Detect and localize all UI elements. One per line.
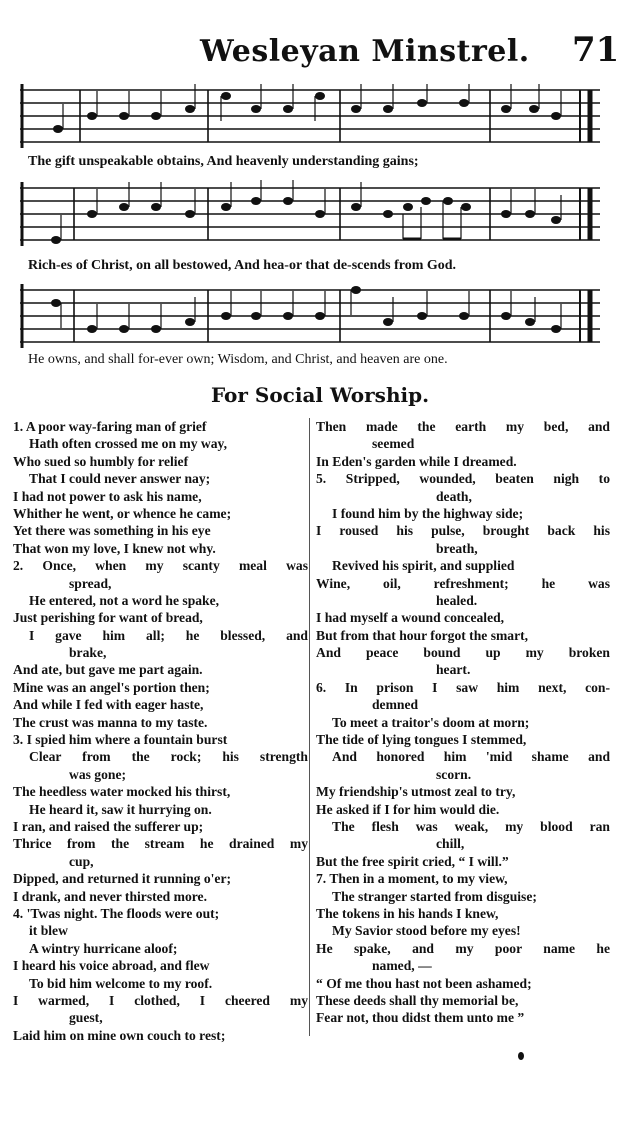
verse-line: And while I fed with eager haste,	[13, 697, 204, 713]
verse-line: Just perishing for want of bread,	[13, 610, 203, 626]
verse-line: He entered, not a word he spake,	[29, 592, 220, 608]
ink-speck	[518, 1052, 524, 1060]
hymn-left-column	[13, 418, 308, 1044]
verse-line: 7. Then in a moment, to my view,	[316, 871, 508, 887]
verse-line: I had not power to ask his name,	[13, 488, 202, 504]
verse-line: Laid him on mine own couch to rest;	[13, 1027, 226, 1043]
verse-line: 3. I spied him where a fountain burst	[13, 732, 228, 748]
verse-line: spread,	[69, 575, 112, 591]
verse-line: heart.	[436, 662, 471, 678]
verse-line: A wintry hurricane aloof;	[29, 940, 178, 956]
verse-line: I ran, and raised the sufferer up;	[13, 818, 204, 834]
verse-line: “ Of me thou hast not been ashamed;	[316, 975, 532, 991]
verse-line: guest,	[69, 1010, 103, 1026]
section-heading: For Social Worship.	[210, 383, 430, 407]
verse-line: The crust was manna to my taste.	[13, 714, 208, 730]
verse-line: 1. A poor way-faring man of grief	[13, 419, 207, 434]
verse-line: scorn.	[436, 766, 472, 782]
verse-line: Yet there was something in his eye	[13, 523, 211, 539]
verse-line: He spake, and my poor name he	[316, 940, 610, 956]
verse-line: And honored him 'mid shame and	[332, 749, 610, 765]
verse-line: The flesh was weak, my blood ran	[332, 818, 610, 834]
music-lyric-2: Rich-es of Christ, on all bestowed, And hea-or that de-scends from God.	[28, 258, 457, 273]
verse-line: 6. In prison I saw him next, con-	[316, 679, 610, 695]
verse-line: To bid him welcome to my roof.	[29, 975, 213, 991]
verse-line: The tokens in his hands I knew,	[316, 905, 499, 921]
verse-line: I gave him all; he blessed, and	[29, 627, 308, 643]
verse-line: healed.	[436, 592, 478, 608]
verse-line: The tide of lying tongues I stemmed,	[316, 732, 527, 748]
verse-line: He asked if I for him would die.	[316, 801, 500, 817]
verse-line: seemed	[372, 436, 415, 452]
verse-line: chill,	[436, 836, 465, 852]
verse-line: it blew	[29, 923, 68, 939]
verse-line: Clear from the rock; his strength	[29, 749, 308, 765]
column-divider	[309, 418, 310, 1036]
verse-line: And ate, but gave me part again.	[13, 662, 203, 678]
verse-line: was gone;	[69, 766, 127, 782]
verse-line: That I could never answer nay;	[29, 471, 211, 487]
music-staff-1	[0, 84, 640, 154]
verse-line: breath,	[436, 540, 478, 556]
running-title: Wesleyan Minstrel.	[200, 34, 530, 69]
verse-line: The stranger started from disguise;	[332, 888, 537, 904]
verse-line: In Eden's garden while I dreamed.	[316, 453, 517, 469]
music-lyric-1: The gift unspeakable obtains, And heavenly understanding gains;	[28, 154, 419, 169]
verse-line: 2. Once, when my scanty meal was	[13, 558, 308, 574]
verse-line: To meet a traitor's doom at morn;	[332, 714, 530, 730]
verse-line: I heard his voice abroad, and flew	[13, 958, 210, 974]
verse-line: 4. 'Twas night. The floods were out;	[13, 905, 220, 921]
verse-line: That won my love, I knew not why.	[13, 540, 216, 556]
verse-line: 5. Stripped, wounded, beaten nigh to	[316, 471, 610, 487]
hymn-right-column	[316, 418, 610, 1027]
verse-line: My Savior stood before my eyes!	[332, 923, 521, 939]
music-lyric-3: He owns, and shall for-ever own; Wisdom, and Christ, and heaven are one.	[28, 352, 448, 367]
verse-line: The heedless water mocked his thirst,	[13, 784, 231, 800]
page-header	[0, 28, 640, 78]
verse-line: demned	[372, 697, 419, 713]
verse-line: Hath often crossed me on my way,	[29, 436, 227, 452]
verse-line: Dipped, and returned it running o'er;	[13, 871, 232, 887]
verse-line: I found him by the highway side;	[332, 505, 524, 521]
verse-line: My friendship's utmost zeal to try,	[316, 784, 516, 800]
verse-line: I warmed, I clothed, I cheered my	[13, 992, 308, 1008]
music-staff-3	[0, 282, 640, 352]
verse-line: cup,	[69, 853, 94, 869]
verse-line: death,	[436, 488, 472, 504]
verse-line: I had myself a wound concealed,	[316, 610, 505, 626]
verse-line: Mine was an angel's portion then;	[13, 679, 210, 695]
verse-line: Fear not, thou didst them unto me ”	[316, 1010, 525, 1026]
page-number: 71	[572, 30, 620, 70]
verse-line: These deeds shall thy memorial be,	[316, 992, 519, 1008]
verse-line: Wine, oil, refreshment; he was	[316, 575, 610, 591]
verse-line: Revived his spirit, and supplied	[332, 558, 515, 574]
verse-line: Thrice from the stream he drained my	[13, 836, 308, 852]
verse-line: Whither he went, or whence he came;	[13, 505, 232, 521]
music-staff-2	[0, 180, 640, 252]
verse-line: I drank, and never thirsted more.	[13, 888, 207, 904]
verse-line: I roused his pulse, brought back his	[316, 523, 610, 539]
verse-line: And peace bound up my broken	[316, 645, 610, 661]
verse-line: named, —	[372, 958, 432, 974]
verse-line: But the free spirit cried, “ I will.”	[316, 853, 509, 869]
verse-line: brake,	[69, 645, 107, 661]
verse-line: But from that hour forgot the smart,	[316, 627, 529, 643]
verse-line: Then made the earth my bed, and	[316, 419, 610, 434]
verse-line: Who sued so humbly for relief	[13, 453, 189, 469]
verse-line: He heard it, saw it hurrying on.	[29, 801, 212, 817]
